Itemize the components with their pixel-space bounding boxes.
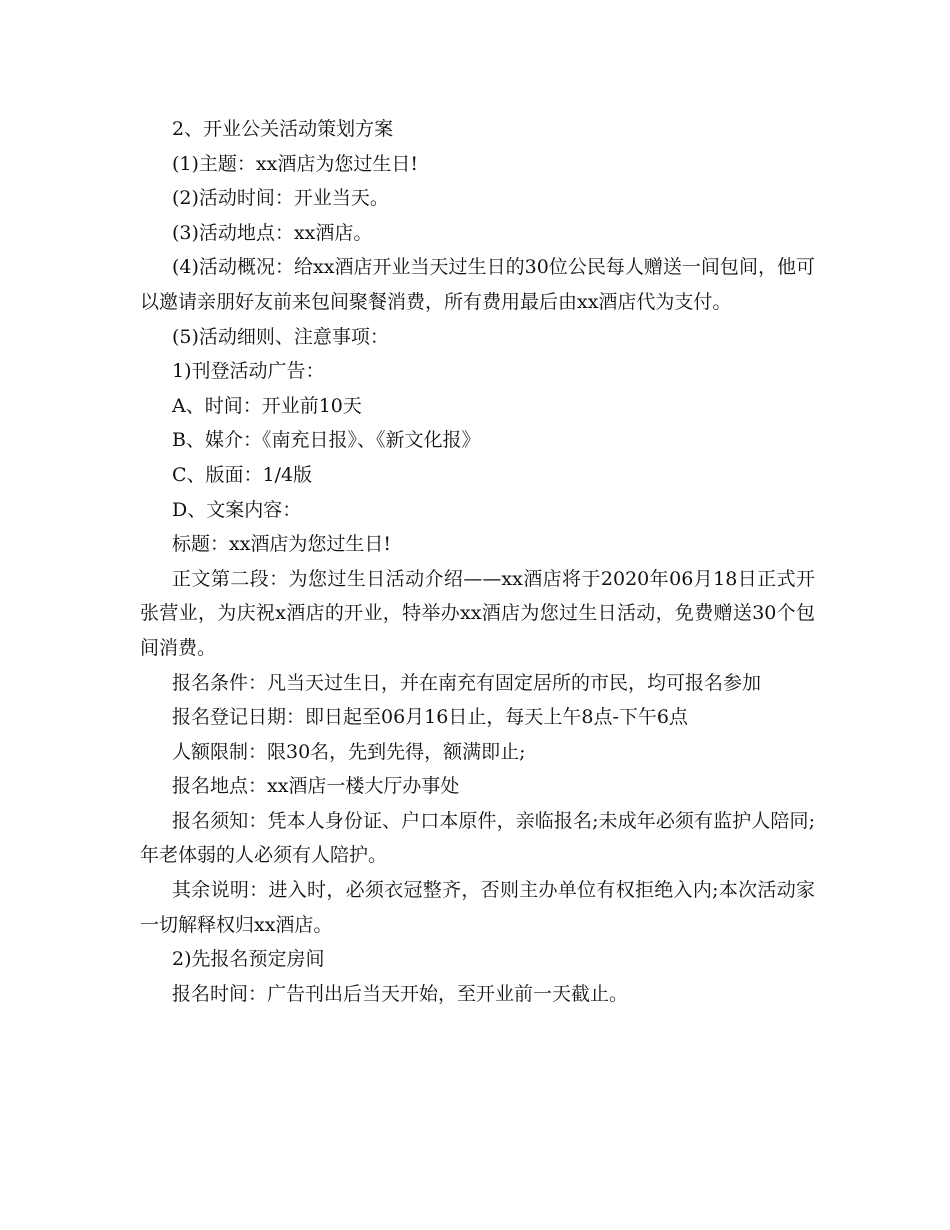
- paragraph-other-notes: 其余说明：进入时，必须衣冠整齐，否则主办单位有权拒绝入内;本次活动家一切解释权归xx酒店。: [140, 879, 815, 936]
- paragraph-signup-notice: 报名须知：凭本人身份证、户口本原件，亲临报名;未成年必须有监护人陪同;年老体弱的人必须有人陪护。: [140, 809, 815, 867]
- paragraph-rules-heading: (5)活动细则、注意事项：: [172, 325, 389, 348]
- paragraph-reservation-heading: 2)先报名预定房间: [172, 948, 325, 971]
- document-body: [140, 112, 815, 1011]
- paragraph-ad-time: A、时间：开业前10天: [172, 394, 362, 417]
- paragraph-ad-media: B、媒介：《南充日报》、《新文化报》: [172, 429, 481, 452]
- paragraph-activity-overview: (4)活动概况：给xx酒店开业当天过生日的30位公民每人赠送一间包间，他可以邀请亲朋好友前来包间聚餐消费，所有费用最后由xx酒店代为支付。: [140, 256, 815, 313]
- paragraph-copy-body: 正文第二段：为您过生日活动介绍——xx酒店将于2020年06月18日正式开张营业，为庆祝x酒店的开业，特举办xx酒店为您过生日活动，免费赠送30个包间消费。: [140, 567, 815, 659]
- paragraph-quota: 人额限制：限30名，先到先得，额满即止;: [172, 740, 526, 763]
- paragraph-ad-heading: 1)刊登活动广告：: [172, 360, 325, 383]
- section-heading: 2、开业公关活动策划方案: [172, 118, 394, 140]
- paragraph-signup-dates: 报名登记日期：即日起至06月16日止，每天上午8点-下午6点: [172, 706, 688, 729]
- paragraph-copy-heading: D、文案内容：: [172, 498, 302, 521]
- paragraph-signup-location: 报名地点：xx酒店一楼大厅办事处: [172, 775, 460, 798]
- paragraph-activity-location: (3)活动地点：xx酒店。: [172, 221, 373, 244]
- paragraph-copy-title: 标题：xx酒店为您过生日!: [172, 533, 392, 556]
- paragraph-activity-time: (2)活动时间：开业当天。: [172, 187, 389, 210]
- paragraph-signup-conditions: 报名条件：凡当天过生日，并在南充有固定居所的市民，均可报名参加: [172, 671, 762, 694]
- paragraph-reservation-time: 报名时间：广告刊出后当天开始，至开业前一天截止。: [172, 982, 629, 1005]
- paragraph-theme: (1)主题：xx酒店为您过生日!: [172, 152, 418, 175]
- paragraph-ad-layout: C、版面：1/4版: [172, 463, 313, 486]
